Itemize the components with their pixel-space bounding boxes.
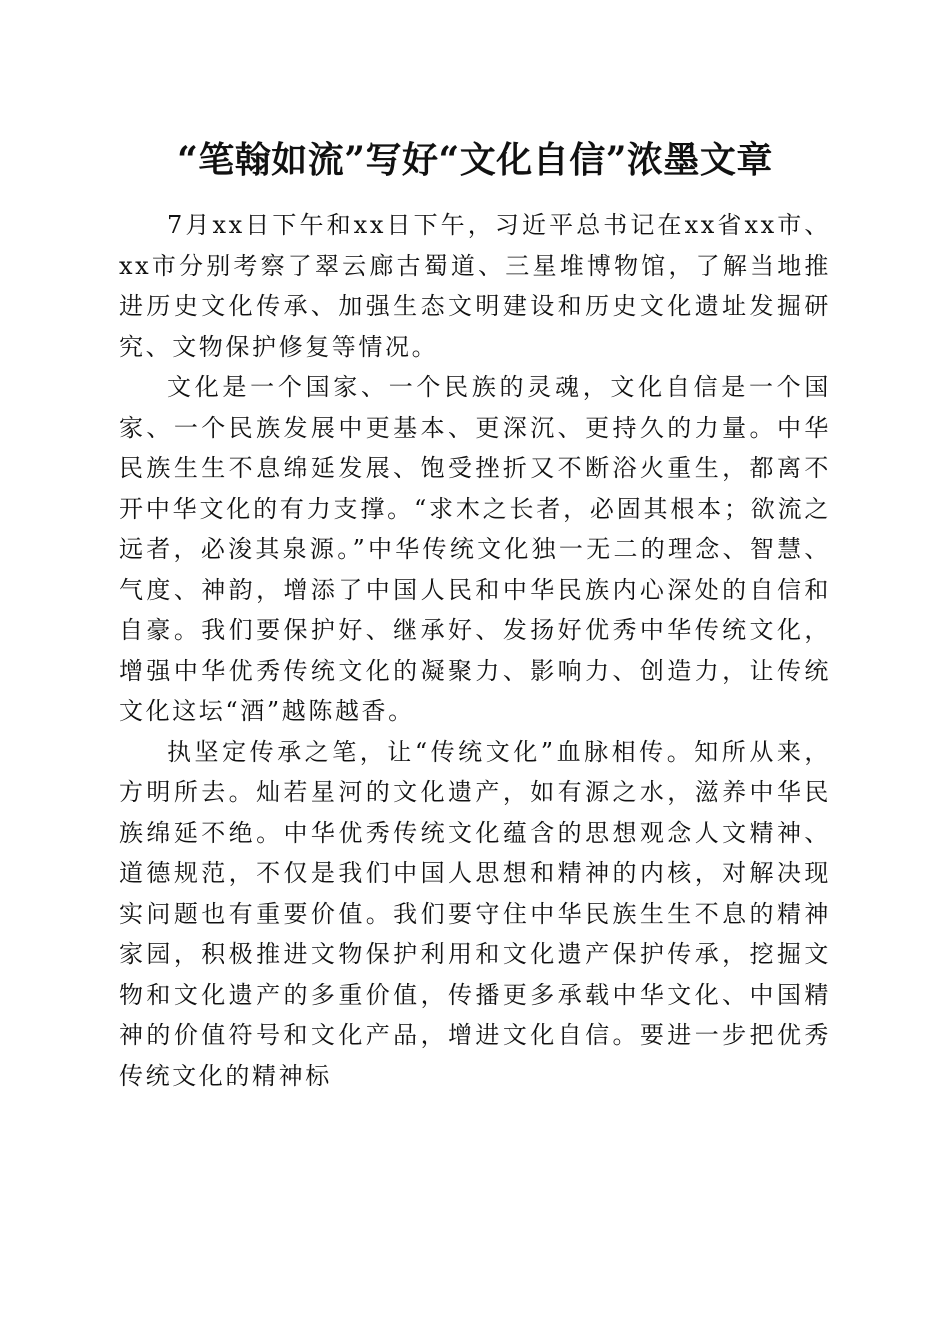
document-body xyxy=(119,205,831,1096)
paragraph-2: 文化是一个国家、一个民族的灵魂，文化自信是一个国家、一个民族发展中更基本、更深沉、更持久的力量。中华民族生生不息绵延发展、饱受挫折又不断浴火重生，都离不开中华文化的有力支撑。“求木之长者，必固其根本；欲流之远者，必浚其泉源。”中华传统文化独一无二的理念、智慧、气度、神韵，增添了中国人民和中华民族内心深处的自信和自豪。我们要保护好、继承好、发扬好优秀中华传统文化，增强中华优秀传统文化的凝聚力、影响力、创造力，让传统文化这坛“酒”越陈越香。 xyxy=(119,373,831,725)
document-title: “笔翰如流”写好“文化自信”浓墨文章 xyxy=(177,139,773,181)
paragraph-1: 7月xx日下午和xx日下午，习近平总书记在xx省xx市、xx市分别考察了翠云廊古蜀道、三星堆博物馆，了解当地推进历史文化传承、加强生态文明建设和历史文化遗址发掘研究、文物保护修复等情况。 xyxy=(119,211,831,361)
paragraph-3: 执坚定传承之笔，让“传统文化”血脉相传。知所从来，方明所去。灿若星河的文化遗产，如有源之水，滋养中华民族绵延不绝。中华优秀传统文化蕴含的思想观念人文精神、道德规范，不仅是我们中国人思想和精神的内核，对解决现实问题也有重要价值。我们要守住中华民族生生不息的精神家园，积极推进文物保护利用和文化遗产保护传承，挖掘文物和文化遗产的多重价值，传播更多承载中华文化、中国精神的价值符号和文化产品，增进文化自信。要进一步把优秀传统文化的精神标 xyxy=(119,737,831,1090)
